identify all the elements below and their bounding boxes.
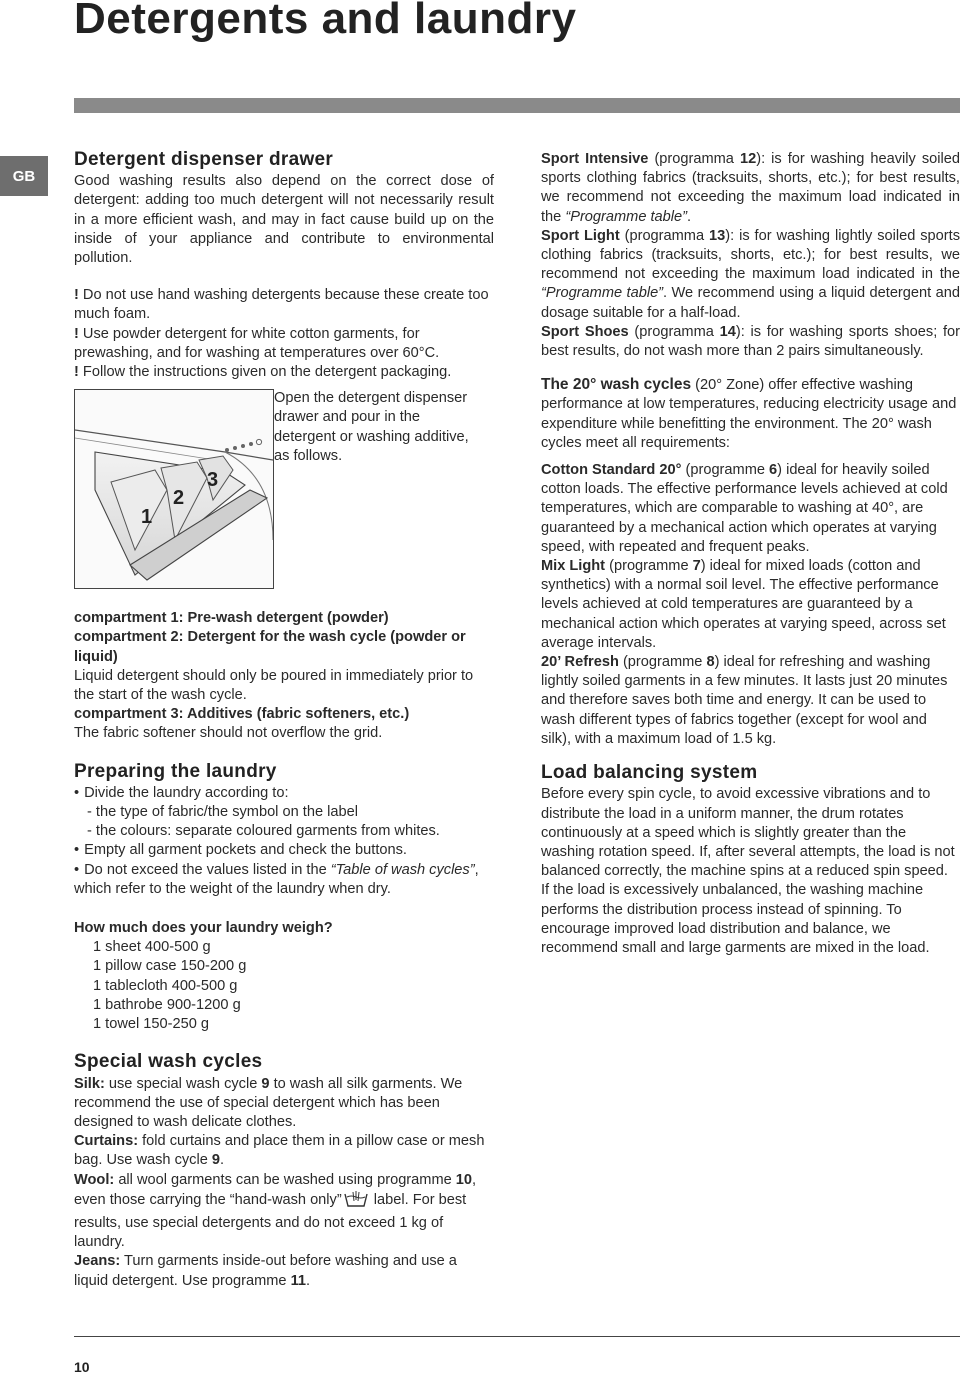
refresh-paragraph: [541, 653, 960, 749]
hand-wash-icon: [344, 1190, 368, 1214]
cotton-paragraph: [541, 461, 960, 557]
dispenser-drawer-drawing: [75, 390, 273, 588]
refresh-program: 8: [706, 654, 715, 671]
cotton-label: Cotton Standard 20°: [541, 462, 682, 479]
refresh-label: 20’ Refresh: [541, 654, 619, 671]
compartment-2-heading: compartment 2: Detergent for the wash cycle (powder or liquid): [74, 629, 466, 665]
mix-program: 7: [692, 558, 701, 575]
wool-text: label. For best results, use special detergents and do not exceed 1 kg of laundry.: [74, 1191, 467, 1251]
weigh-heading: How much does your laundry weigh?: [74, 920, 333, 937]
note-text: Use powder detergent for white cotton garments, for prewashing, and for washing at temperatures over 60°C.: [74, 325, 440, 361]
curtains-label: Curtains:: [74, 1133, 139, 1150]
language-tab: GB: [0, 156, 48, 196]
jeans-text: .: [306, 1272, 311, 1289]
curtains-paragraph: [74, 1132, 494, 1170]
silk-paragraph: [74, 1075, 494, 1133]
silk-program: 9: [261, 1075, 270, 1092]
compartment-3-heading: compartment 3: Additives (fabric softeners, etc.): [74, 706, 410, 723]
refresh-text: (programme: [618, 654, 707, 671]
mix-paragraph: [541, 557, 960, 653]
bullet-3-pre: Do not exceed the values listed in the: [84, 861, 331, 878]
refresh-text: ) ideal for refreshing and washing lightly soiled garments in a few minutes. It lasts just 20 minutes and therefore saves both time and energy. It can be used to wash different types of fabrics together (except for wool and silk), with a maximum load of 1.5 kg.: [541, 654, 948, 747]
special-heading: Special wash cycles: [74, 1051, 263, 1073]
page-title: Detergents and laundry: [74, 0, 577, 43]
preparing-bullet-2: • Empty all garment pockets and check the buttons.: [74, 841, 494, 860]
sport-text: .: [687, 208, 692, 225]
sport-program: 12: [739, 151, 757, 167]
sport-text: (programma: [648, 151, 740, 167]
sport-program: 14: [719, 323, 736, 340]
dispenser-figure-row: [74, 389, 494, 589]
sport-light-label: Sport Light: [541, 227, 620, 244]
twenty-text: (20° Zone) offer effective washing performance at low temperatures, reducing electricity usage and expenditure while benefitting the environment. The 20° wash cycles meet all requirements:: [541, 377, 957, 451]
compartment-label-2: 2: [173, 487, 185, 510]
weigh-item: 1 pillow case 150-200 g: [93, 958, 247, 975]
sport-shoes-paragraph: [541, 323, 960, 361]
silk-text: to wash all silk garments. We recommend the use of special detergent which has been designed to wash delicate clothes.: [74, 1075, 463, 1130]
preparing-heading: Preparing the laundry: [74, 760, 277, 782]
note-foam: [74, 286, 494, 324]
sport-text: (programma: [619, 227, 710, 244]
note-packaging: [74, 363, 494, 382]
left-column: [74, 150, 494, 1291]
silk-label: Silk:: [74, 1075, 105, 1092]
jeans-text: Turn garments inside-out before washing and use a liquid detergent. Use programme: [74, 1253, 457, 1289]
twenty-label: The 20° wash cycles: [541, 376, 692, 394]
wool-program: 10: [455, 1171, 473, 1188]
cotton-text: (programme: [681, 462, 770, 479]
compartment-2-text: Liquid detergent should only be poured in immediately prior to the start of the wash cycle.: [74, 667, 474, 704]
weigh-item: 1 tablecloth 400-500 g: [93, 977, 238, 994]
cotton-program: 6: [769, 462, 778, 479]
figure-caption: Open the detergent dispenser drawer and pour in the detergent or washing additive, as follows.: [274, 390, 469, 464]
curtains-text: fold curtains and place them in a pillow case or mesh bag. Use wash cycle: [74, 1133, 485, 1169]
dispenser-intro: Good washing results also depend on the correct dose of detergent: adding too much detergent will not necessarily result in a more efficient wash, and may in fact cause build up on the inside of your appliance and contribute to environmental pollution.: [74, 173, 494, 267]
wool-text: , even those carrying the “hand-wash only”: [74, 1171, 477, 1208]
sport-intensive-label: Sport Intensive: [541, 151, 649, 167]
compartment-label-3: 3: [207, 469, 219, 492]
balancing-heading: Load balancing system: [541, 762, 758, 784]
sport-program: 13: [709, 227, 726, 244]
note-text: Do not use hand washing detergents because these create too much foam.: [74, 287, 489, 323]
mix-text: ) ideal for mixed loads (cotton and synthetics) with a normal soil level. The effective performance levels achieved at cold temperatures are guaranteed by a mechanical action which operates at varying speed, across set average intervals.: [541, 558, 946, 651]
weigh-item: 1 towel 150-250 g: [93, 1016, 210, 1033]
wool-text: all wool garments can be washed using programme: [114, 1171, 456, 1188]
sport-shoes-label: Sport Shoes: [541, 323, 629, 340]
note-text: Follow the instructions given on the detergent packaging.: [78, 364, 452, 381]
warning-mark: !: [74, 364, 79, 381]
preparing-bullet-3: [74, 861, 494, 899]
curtains-program: 9: [211, 1152, 221, 1169]
dispenser-heading: Detergent dispenser drawer: [74, 149, 334, 170]
balancing-text: Before every spin cycle, to avoid excessive vibrations and to distribute the load in a uniform manner, the drum rotates continuously at a speed which is slightly greater than the washing rotation speed. If, after several attempts, the load is not balanced correctly, the machine spins at a reduced spin speed. If the load is excessively unbalanced, the washing machine performs the distribution process instead of spinning. To encourage improved load distribution and balance, we recommend small and large garments are mixed in the load.: [541, 786, 955, 956]
page-number: 10: [74, 1359, 90, 1375]
sport-text: . We recommend using a liquid detergent and dosage suitable for a half-load.: [541, 285, 960, 321]
mix-text: (programme: [605, 558, 693, 575]
programme-table-reference: “Programme table”: [541, 285, 664, 302]
wash-table-reference: “Table of wash cycles”: [330, 861, 475, 878]
mix-label: Mix Light: [541, 558, 606, 575]
cotton-text: ) ideal for heavily soiled cotton loads. The effective performance levels achieved at cold temperatures, which are comparable to washing at 40°, are guaranteed by a mechanical action which operates at varying speed, with repeated and frequent peaks.: [541, 462, 948, 555]
right-column: [541, 150, 960, 958]
warning-mark: !: [74, 287, 79, 304]
compartment-label-1: 1: [141, 506, 153, 529]
sport-text: ): is for washing heavily soiled sports clothing fabrics (tracksuits, shorts, etc.); for best results, we recommend not exceeding the maximum load indicated in the: [541, 151, 960, 225]
note-powder: [74, 325, 494, 363]
sport-text: ): is for washing lightly soiled sports clothing fabrics (tracksuits, shorts, etc.); for best results, we recommend not exceeding the maximum load indicated in the: [541, 227, 960, 283]
title-rule: [74, 98, 960, 113]
preparing-sub-2: - the colours: separate coloured garments from whites.: [87, 823, 440, 840]
bullet-3-post: , which refer to the weight of the laundry when dry.: [74, 861, 479, 897]
preparing-bullet-1: • Divide the laundry according to:: [74, 784, 494, 803]
footer-rule: [74, 1336, 960, 1337]
twenty-intro-paragraph: [541, 375, 960, 453]
dispenser-drawer-illustration: [74, 389, 274, 589]
weigh-item: 1 bathrobe 900-1200 g: [93, 996, 241, 1013]
jeans-program: 11: [290, 1272, 307, 1289]
preparing-sub-1: - the type of fabric/the symbol on the label: [87, 804, 358, 821]
weigh-item: 1 sheet 400-500 g: [93, 939, 211, 956]
compartment-1-heading: compartment 1: Pre-wash detergent (powder): [74, 610, 389, 627]
jeans-paragraph: [74, 1252, 494, 1290]
wool-label: Wool:: [74, 1171, 115, 1188]
jeans-label: Jeans:: [74, 1253, 121, 1270]
wool-paragraph: [74, 1171, 494, 1253]
silk-text: use special wash cycle: [104, 1075, 262, 1092]
sport-text: (programma: [628, 323, 720, 340]
sport-intensive-paragraph: [541, 150, 960, 227]
curtains-text: .: [220, 1152, 225, 1169]
compartment-3-text: The fabric softener should not overflow the grid.: [74, 725, 383, 742]
sport-light-paragraph: [541, 227, 960, 323]
warning-mark: !: [74, 325, 79, 342]
sport-text: ): is for washing sports shoes; for best results, do not wash more than 2 pairs simultaneously.: [541, 323, 960, 360]
programme-table-reference: “Programme table”: [565, 208, 687, 225]
